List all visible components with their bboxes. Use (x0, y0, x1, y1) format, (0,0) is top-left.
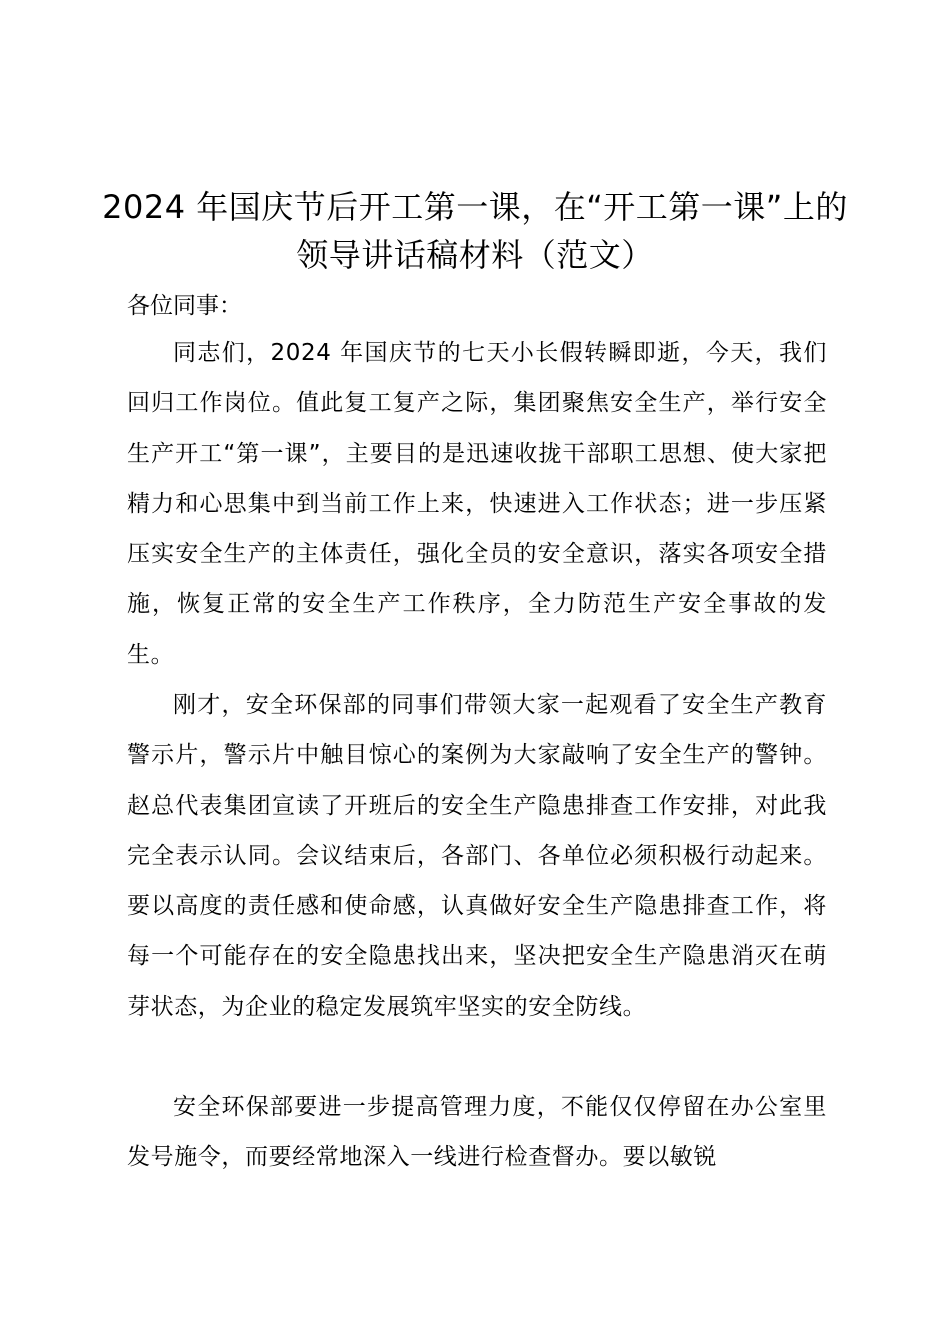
paragraph-2: 刚才，安全环保部的同事们带领大家一起观看了安全生产教育警示片，警示片中触目惊心的案例为大家敲响了安全生产的警钟。赵总代表集团宣读了开班后的安全生产隐患排查工作安排，对此我完全表示认同。会议结束后，各部门、各单位必须积极行动起来。要以高度的责任感和使命感，认真做好安全生产隐患排查工作，将每一个可能存在的安全隐患找出来，坚决把安全生产隐患消灭在萌芽状态，为企业的稳定发展筑牢坚实的安全防线。 (127, 692, 827, 1020)
paragraph-1: 同志们，2024 年国庆节的七天小长假转瞬即逝，今天，我们回归工作岗位。值此复工复产之际，集团聚焦安全生产，举行安全生产开工“第一课”，主要目的是迅速收拢干部职工思想、使大家把精力和心思集中到当前工作上来，快速进入工作状态；进一步压紧压实安全生产的主体责任，强化全员的安全意识，落实各项安全措施，恢复正常的安全生产工作秩序，全力防范生产安全事故的发生。 (127, 340, 827, 668)
greeting: 各位同事： (127, 293, 242, 319)
paragraph-3: 安全环保部要进一步提高管理力度，不能仅仅停留在办公室里发号施令，而要经常地深入一线进行检查督办。要以敏锐 (127, 1094, 827, 1171)
document-title: 2024 年国庆节后开工第一课，在“开工第一课”上的领导讲话稿材料（范文） (102, 188, 848, 274)
